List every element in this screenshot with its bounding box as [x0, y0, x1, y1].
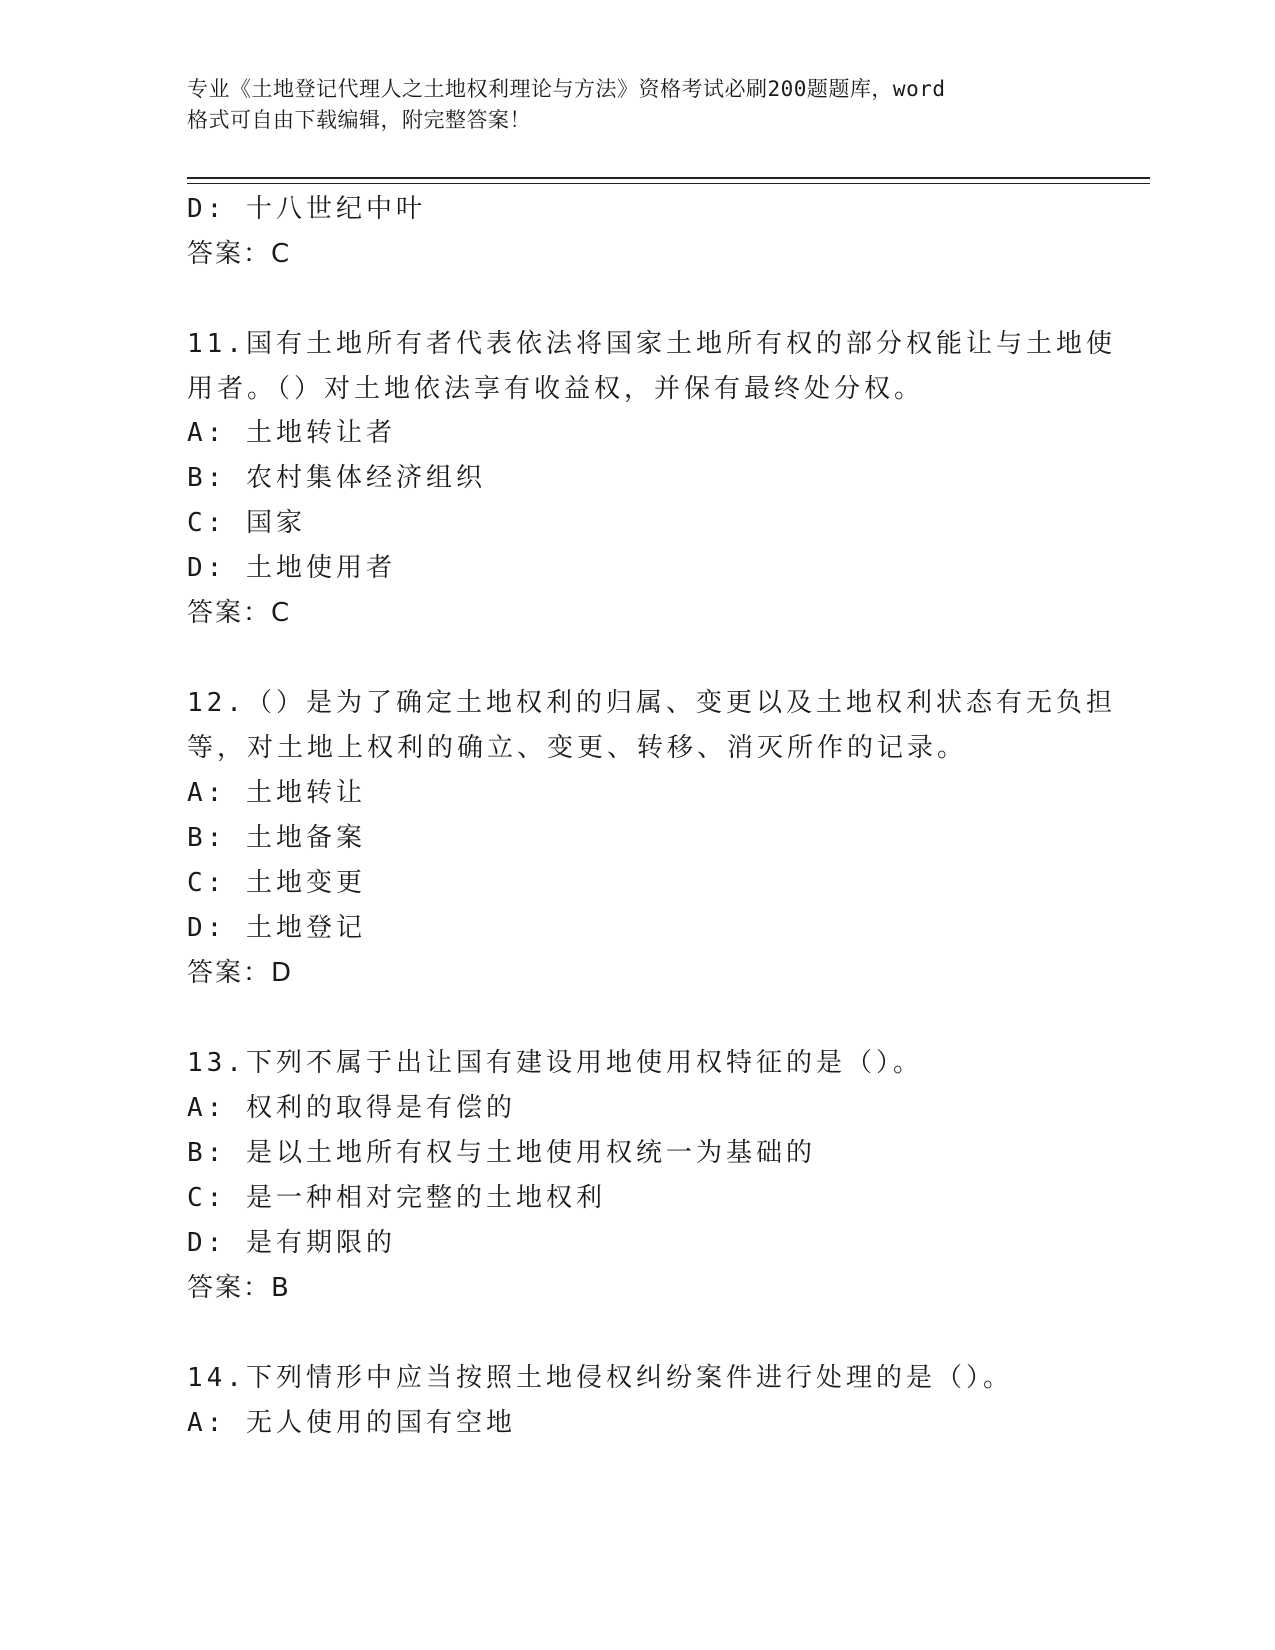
- q13-stem: 13.下列不属于出让国有建设用地使用权特征的是（）。: [187, 1048, 923, 1078]
- q11-stem-line-1: 11.国有土地所有者代表依法将国家土地所有权的部分权能让与土地使: [187, 329, 1116, 359]
- q11-option-b: B: 农村集体经济组织: [187, 463, 486, 493]
- q11-answer: 答案：C: [187, 598, 292, 628]
- prev-option-d: D: 十八世纪中叶: [187, 194, 426, 224]
- q14-stem: 14.下列情形中应当按照土地侵权纠纷案件进行处理的是（）。: [187, 1363, 1013, 1393]
- q12-stem-line-1: 12.（）是为了确定土地权利的归属、变更以及土地权利状态有无负担: [187, 688, 1116, 718]
- document-header: [187, 74, 1067, 136]
- q12-option-d: D: 土地登记: [187, 913, 366, 943]
- q12-option-c: C: 土地变更: [187, 868, 366, 898]
- q13-answer: 答案：B: [187, 1273, 291, 1303]
- q12-option-b: B: 土地备案: [187, 823, 366, 853]
- q11-stem-line-2: 用者。（）对土地依法享有收益权，并保有最终处分权。: [187, 374, 925, 404]
- header-rule-thick: [187, 177, 1150, 179]
- q11-option-c: C: 国家: [187, 508, 306, 538]
- header-line-2: 格式可自由下载编辑，附完整答案！: [187, 108, 531, 132]
- q13-option-a: A: 权利的取得是有偿的: [187, 1093, 516, 1123]
- q12-stem-line-2: 等，对土地上权利的确立、变更、转移、消灭所作的记录。: [187, 733, 968, 763]
- q13-option-c: C: 是一种相对完整的土地权利: [187, 1183, 606, 1213]
- prev-answer: 答案：C: [187, 239, 292, 269]
- header-rule-thin: [187, 183, 1150, 184]
- q13-option-d: D: 是有期限的: [187, 1228, 396, 1258]
- q11-option-a: A: 土地转让者: [187, 418, 396, 448]
- header-line-1: 专业《土地登记代理人之土地权利理论与方法》资格考试必刷200题题库，word: [187, 77, 946, 101]
- q13-option-b: B: 是以土地所有权与土地使用权统一为基础的: [187, 1138, 816, 1168]
- q12-option-a: A: 土地转让: [187, 778, 366, 808]
- q12-answer: 答案：D: [187, 958, 294, 988]
- q11-option-d: D: 土地使用者: [187, 553, 396, 583]
- q14-option-a: A: 无人使用的国有空地: [187, 1408, 516, 1438]
